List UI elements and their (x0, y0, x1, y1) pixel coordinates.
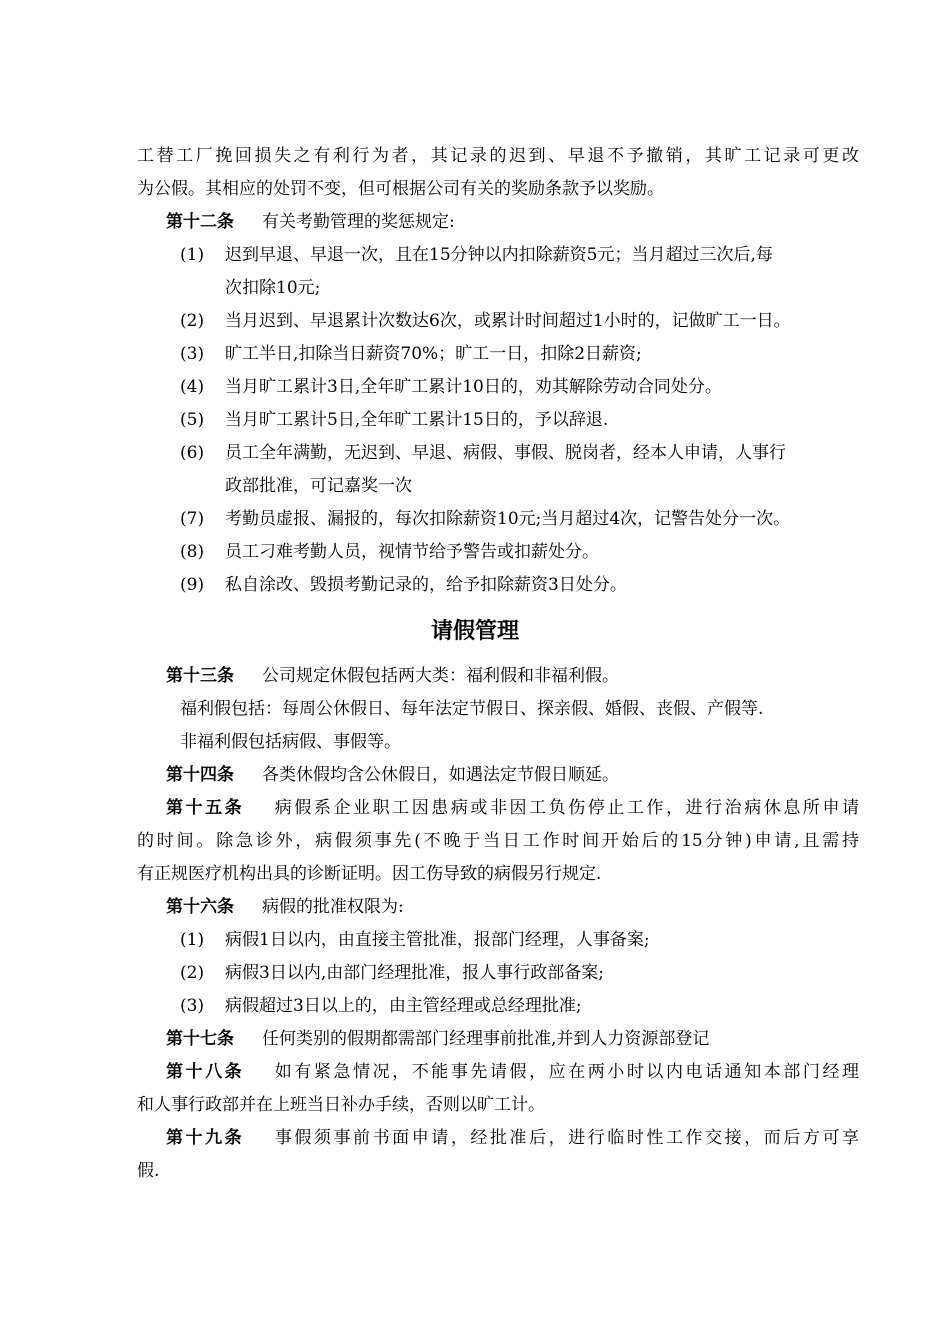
article-label: 第十六条 (166, 897, 234, 917)
article-16 (166, 896, 404, 918)
article-text: 病假的批准权限为: (262, 897, 404, 917)
article-label: 第十五条 (166, 798, 245, 818)
list-item (180, 995, 582, 1017)
paragraph-line: 和人事行政部并在上班当日补办手续，否则以旷工计。 (137, 1095, 545, 1115)
item-number: (3) (180, 344, 205, 364)
item-text: 当月旷工累计5日,全年旷工累计15日的，予以辞退. (225, 410, 609, 430)
article-label: 第十七条 (166, 1029, 234, 1049)
item-number: (9) (180, 575, 205, 595)
item-text: 员工刁难考勤人员，视情节给予警告或扣薪处分。 (225, 542, 599, 562)
item-number: (5) (180, 410, 205, 430)
article-text: 事假须事前书面申请，经批准后，进行临时性工作交接，而后方可享 (272, 1128, 860, 1148)
section-title: 请假管理 (430, 619, 519, 644)
item-number: (8) (180, 542, 205, 562)
article-text: 病假系企业职工因患病或非因工负伤停止工作，进行治病休息所申请 (272, 798, 860, 818)
item-continuation: 次扣除10元; (225, 278, 321, 298)
paragraph-line: 假. (137, 1161, 160, 1181)
item-text: 当月迟到、早退累计次数达6次，或累计时间超过1小时的，记做旷工一日。 (225, 311, 791, 331)
paragraph-line: 有正规医疗机构出具的诊断证明。因工伤导致的病假另行规定. (137, 864, 602, 884)
article-text: 如有紧急情况，不能事先请假，应在两小时以内电话通知本部门经理 (272, 1062, 860, 1082)
item-number: (7) (180, 509, 205, 529)
list-item (180, 409, 608, 431)
article-label: 第十四条 (166, 765, 234, 785)
item-continuation: 政部批准，可记嘉奖一次 (225, 476, 412, 496)
item-number: (6) (180, 443, 205, 463)
paragraph-line: 为公假。其相应的处罚不变，但可根据公司有关的奖励条款予以奖励。 (137, 179, 664, 199)
item-number: (2) (180, 311, 205, 331)
item-text: 员工全年满勤，无迟到、早退、病假、事假、脱岗者，经本人申请，人事行 (225, 443, 786, 463)
list-item (180, 508, 790, 530)
item-text: 病假3日以内,由部门经理批准，报人事行政部备案; (225, 963, 604, 983)
item-text: 私自涂改、毁损考勤记录的，给予扣除薪资3日处分。 (225, 575, 627, 595)
article-label: 第十三条 (166, 666, 234, 686)
article-19 (166, 1127, 859, 1149)
list-item (180, 929, 650, 951)
paragraph-line: 非福利假包括病假、事假等。 (180, 732, 401, 752)
article-12 (166, 211, 455, 233)
paragraph-line: 福利假包括：每周公休假日、每年法定节假日、探亲假、婚假、丧假、产假等. (180, 699, 764, 719)
article-label: 第十二条 (166, 212, 234, 232)
article-14 (166, 764, 619, 786)
list-item (180, 574, 627, 596)
item-number: (4) (180, 377, 205, 397)
article-text: 公司规定休假包括两大类：福利假和非福利假。 (262, 666, 619, 686)
article-15 (166, 797, 859, 819)
item-number: (1) (180, 930, 205, 950)
article-18 (166, 1061, 859, 1083)
list-item (180, 310, 791, 332)
item-text: 病假超过3日以上的，由主管经理或总经理批准; (225, 996, 582, 1016)
list-item (180, 962, 604, 984)
item-number: (3) (180, 996, 205, 1016)
list-item (180, 343, 642, 365)
list-item (180, 442, 786, 464)
item-number: (2) (180, 963, 205, 983)
paragraph-line: 工替工厂挽回损失之有利行为者，其记录的迟到、早退不予撤销，其旷工记录可更改 (137, 146, 859, 166)
article-17 (166, 1028, 709, 1050)
item-text: 迟到早退、早退一次，且在15分钟以内扣除薪资5元；当月超过三次后,每 (225, 245, 773, 265)
article-text: 任何类别的假期都需部门经理事前批准,并到人力资源部登记 (262, 1029, 710, 1049)
item-text: 考勤员虚报、漏报的，每次扣除薪资10元;当月超过4次，记警告处分一次。 (225, 509, 791, 529)
item-number: (1) (180, 245, 205, 265)
list-item (180, 244, 773, 266)
paragraph-line: 的时间。除急诊外，病假须事先(不晚于当日工作时间开始后的15分钟)申请,且需持 (137, 831, 859, 851)
article-label: 第十九条 (166, 1128, 245, 1148)
article-label: 第十八条 (166, 1062, 245, 1082)
article-text: 各类休假均含公休假日，如遇法定节假日顺延。 (262, 765, 619, 785)
list-item (180, 541, 599, 563)
item-text: 病假1日以内，由直接主管批准，报部门经理，人事备案; (225, 930, 650, 950)
article-13 (166, 665, 619, 687)
item-text: 旷工半日,扣除当日薪资70%；旷工一日，扣除2日薪资; (225, 344, 642, 364)
article-text: 有关考勤管理的奖惩规定: (262, 212, 455, 232)
item-text: 当月旷工累计3日,全年旷工累计10日的，劝其解除劳动合同处分。 (225, 377, 722, 397)
list-item (180, 376, 722, 398)
